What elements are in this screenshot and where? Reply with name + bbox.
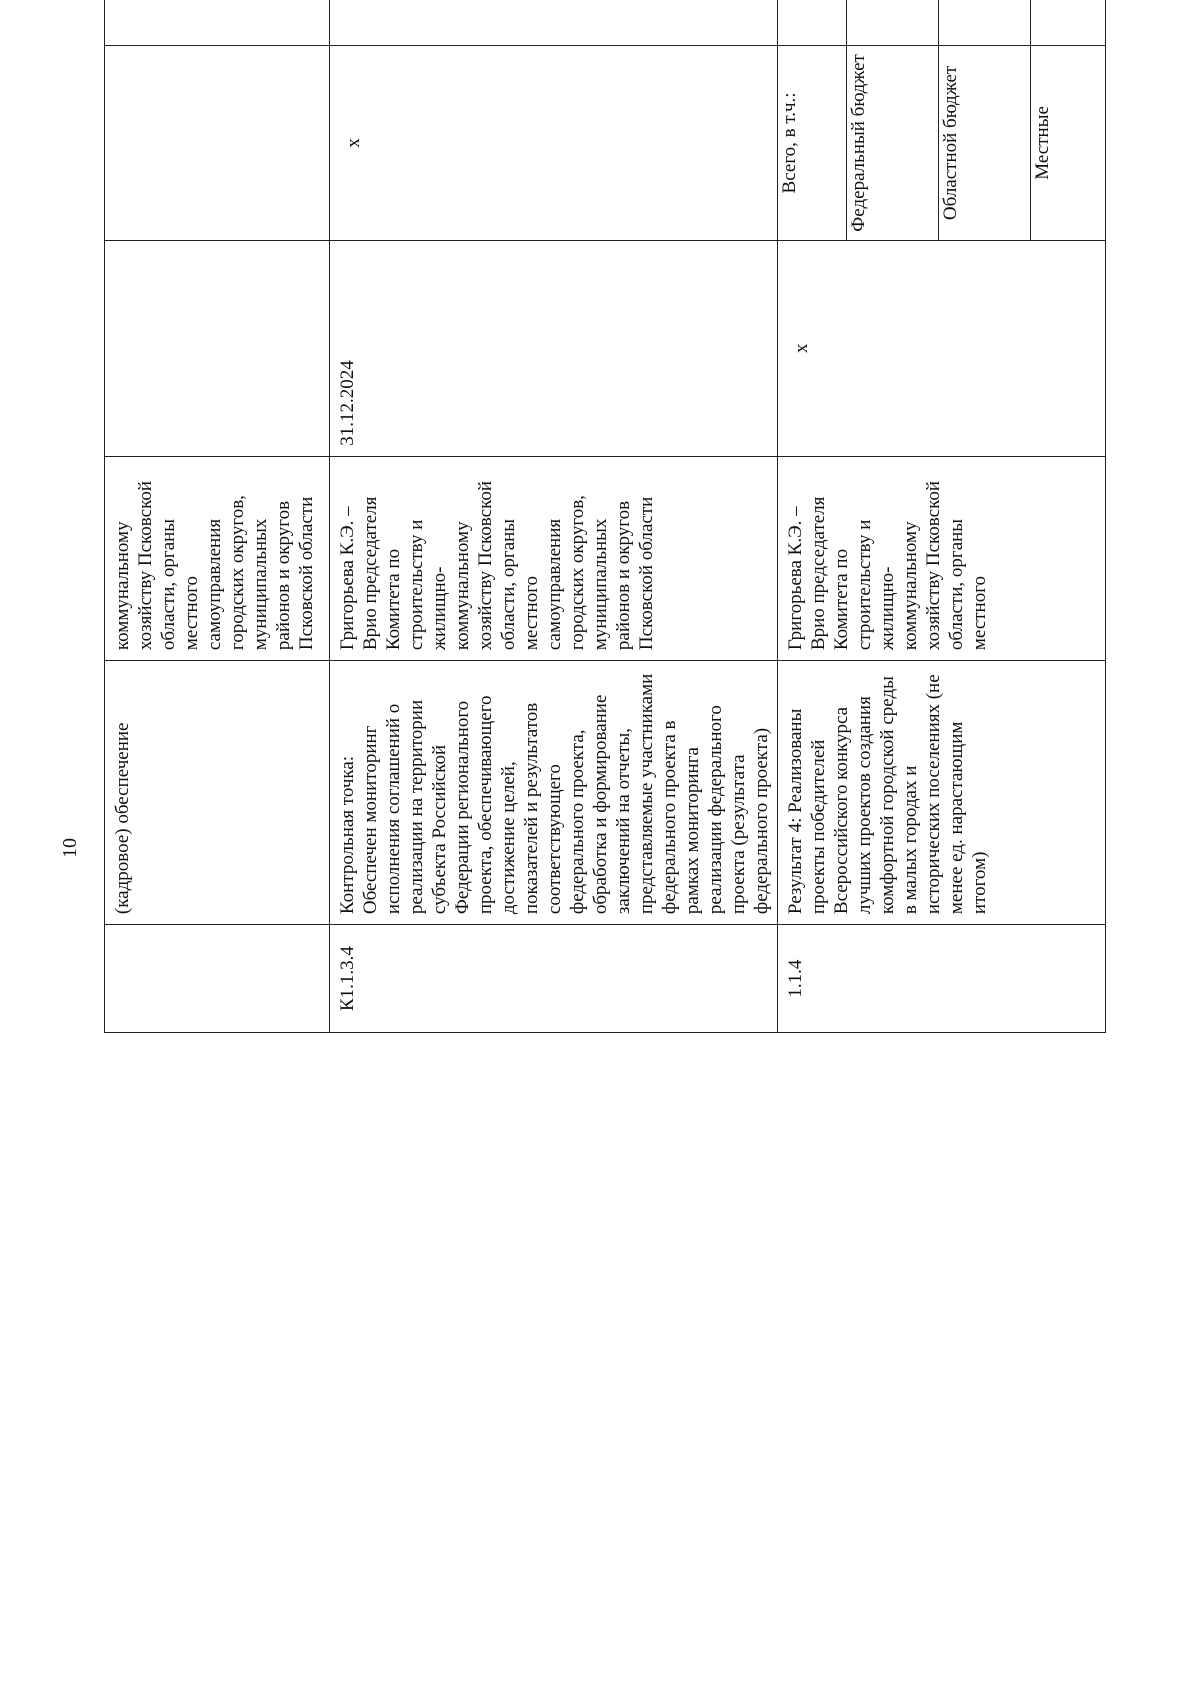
funding-source-label: Всего, в т.ч.:: [778, 45, 846, 240]
funding-row: [778, 0, 846, 240]
row-code: 1.1.4: [778, 925, 1106, 1033]
row-responsible: Григорьева К.Э. – Врио председателя Комитета по строительству и жилищно-коммунальному хозяйству Псковской области, органы местного: [778, 456, 1106, 660]
row-responsible: Григорьева К.Э. – Врио председателя Комитета по строительству и жилищно-коммунальному хозяйству Псковской области, органы местного самоуправления городских округов, муниципальных районов и округов Псковской области: [330, 456, 778, 660]
row-name: (кадровое) обеспечение: [105, 661, 330, 925]
funding-row: [1030, 0, 1105, 240]
row-amount: [105, 0, 330, 45]
funding-sources-cell: [778, 0, 1106, 241]
row-source: [105, 45, 330, 240]
funding-row: [846, 0, 938, 240]
row-name: Результат 4: Реализованы проекты победителей Всероссийского конкурса лучших проектов создания комфортной городской среды в малых городах и исторических поселениях (не менее ед. нарастающим итогом): [778, 661, 1106, 925]
table-row: [105, 0, 330, 1033]
row-code: К1.1.3.4: [330, 925, 778, 1033]
funding-row: [938, 0, 1030, 240]
table-rotation-frame: [104, 0, 1100, 1033]
row-deadline: х: [778, 241, 1106, 457]
funding-sources-table: [778, 0, 1105, 240]
rotated-table-sheet: [104, 37, 1100, 1707]
funding-source-label: Федеральный бюджет: [846, 45, 938, 240]
row-source: х: [330, 45, 778, 240]
funding-amount: [846, 0, 938, 45]
row-deadline: [105, 241, 330, 457]
funding-source-label: Областной бюджет: [938, 45, 1030, 240]
row-responsible: коммунальному хозяйству Псковской области, органы местного самоуправления городских округов, муниципальных районов и округов Псковской области: [105, 456, 330, 660]
row-name: Контрольная точка: Обеспечен мониторинг исполнения соглашений о реализации на территории субъекта Российской Федерации регионального проекта, обеспечивающего достижение целей, показателей и результатов соответствующего федерального проекта, обработка и формирование заключений на отчеты, представляемые участниками федерального проекта в рамках мониторинга реализации федерального проекта (результата федерального проекта): [330, 661, 778, 925]
table-row: [778, 0, 1106, 1033]
funding-amount: [1030, 0, 1105, 45]
funding-amount: [938, 0, 1030, 45]
funding-source-label: Местные: [1030, 45, 1105, 240]
events-table: [104, 0, 1106, 1033]
row-code: [105, 925, 330, 1033]
funding-amount: [778, 0, 846, 45]
page-number: 10: [58, 838, 81, 858]
row-deadline: 31.12.2024: [330, 241, 778, 457]
row-amount: [330, 0, 778, 45]
table-row: [330, 0, 778, 1033]
